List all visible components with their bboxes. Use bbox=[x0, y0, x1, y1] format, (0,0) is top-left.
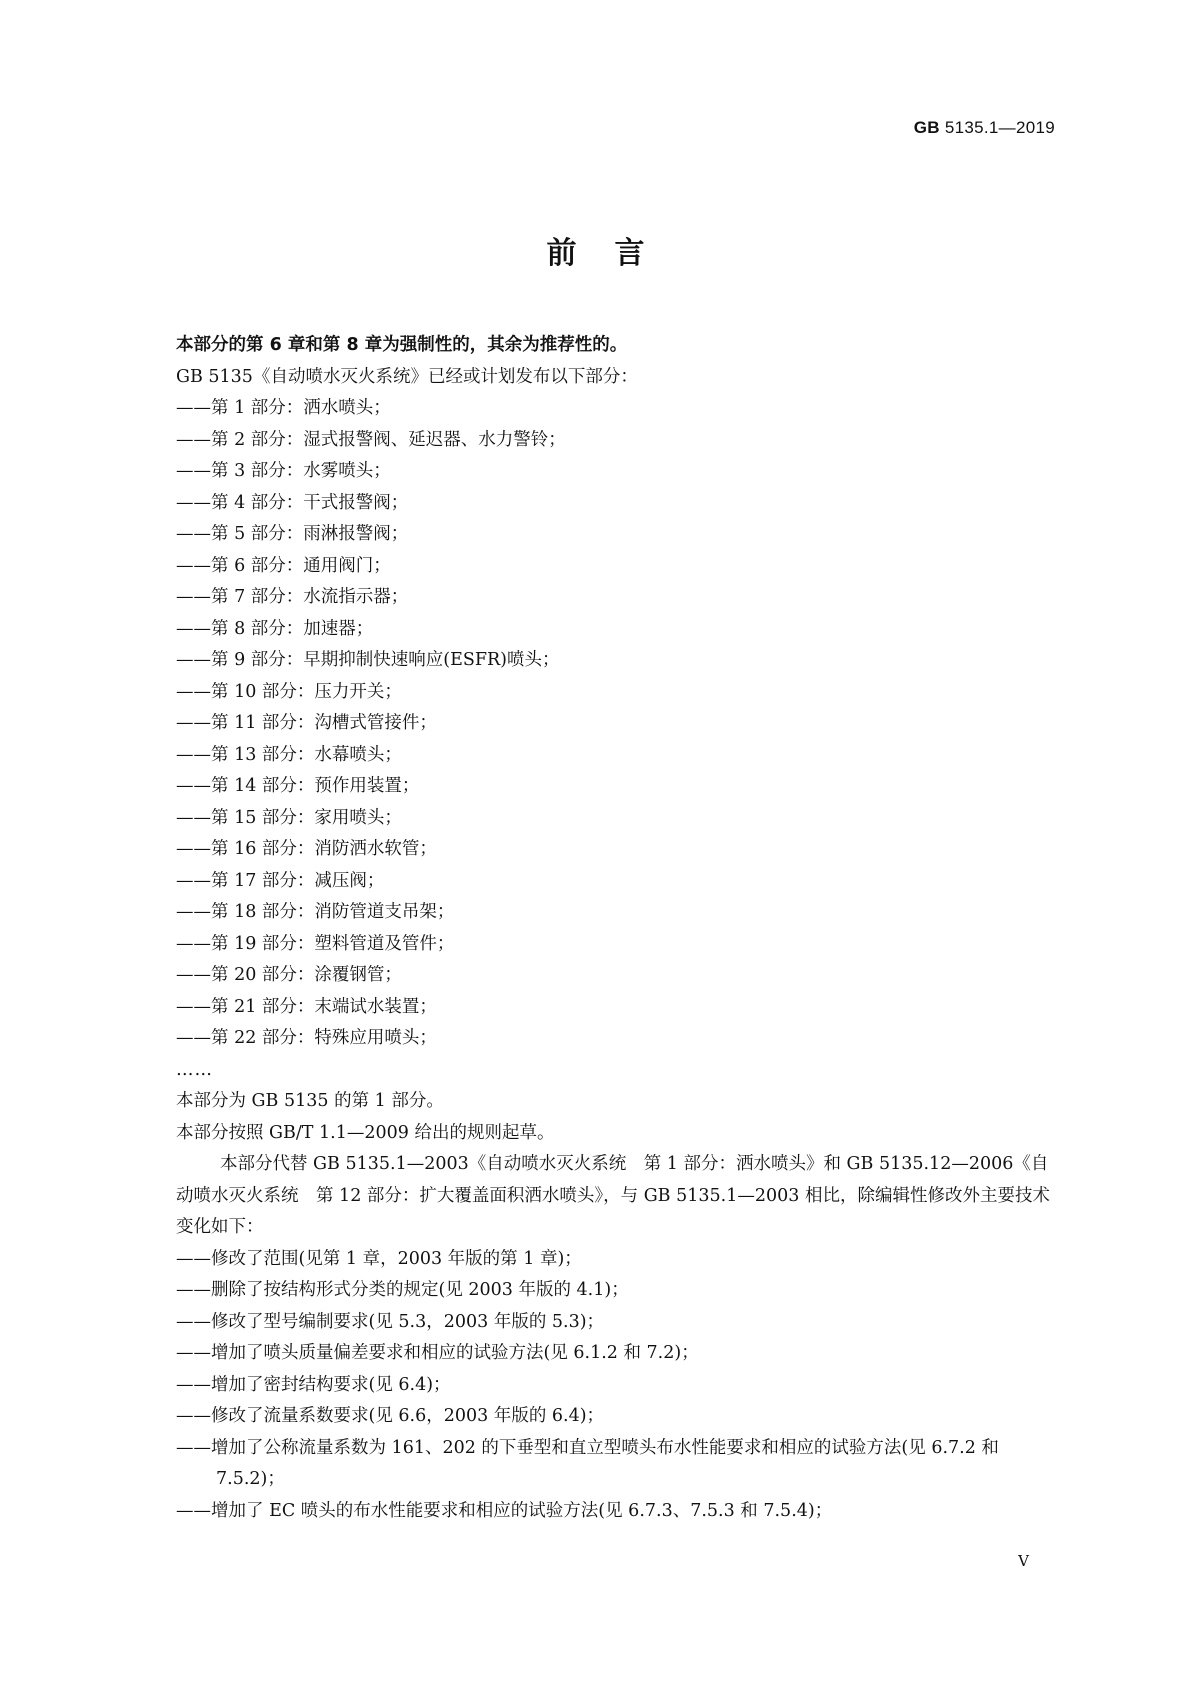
change-item: ——修改了范围(见第 1 章，2003 年版的第 1 章)； bbox=[176, 1248, 582, 1269]
page-number: V bbox=[1018, 1552, 1029, 1570]
list-item: ——第 6 部分：通用阀门； bbox=[176, 555, 391, 576]
change-item: ——增加了喷头质量偏差要求和相应的试验方法(见 6.1.2 和 7.2)； bbox=[176, 1343, 699, 1363]
list-item: ——第 1 部分：洒水喷头； bbox=[176, 398, 391, 418]
document-body bbox=[176, 330, 1056, 1527]
list-item: ——第 3 部分：水雾喷头； bbox=[176, 461, 391, 481]
standard-number-value: 5135.1—2019 bbox=[944, 118, 1055, 137]
list-item: ——第 19 部分：塑料管道及管件； bbox=[176, 933, 455, 954]
list-item: ——第 4 部分：干式报警阀； bbox=[176, 492, 409, 513]
list-item: ——第 11 部分：沟槽式管接件； bbox=[176, 713, 437, 733]
list-item: ——第 7 部分：水流指示器； bbox=[176, 587, 409, 607]
standard-number bbox=[914, 118, 1055, 138]
list-item: ——第 8 部分：加速器； bbox=[176, 618, 374, 639]
change-item: ——修改了型号编制要求(见 5.3，2003 年版的 5.3)； bbox=[176, 1311, 605, 1332]
list-item: ——第 21 部分：末端试水装置； bbox=[176, 996, 437, 1017]
parts-intro: GB 5135《自动喷水灭火系统》已经或计划发布以下部分： bbox=[176, 366, 638, 387]
replacement-statement: 本部分代替 GB 5135.1—2003《自动喷水灭火系统 第 1 部分：洒水喷头》和 GB 5135.12—2006《自动喷水灭火系统 第 12 部分：扩大覆盖面积洒水喷头》，与 GB 5135.1—2003 相比，除编辑性修改外主要技术变化如下： bbox=[176, 1154, 1050, 1237]
change-item: ——增加了公称流量系数为 161、202 的下垂型和直立型喷头布水性能要求和相应的试验方法(见 6.7.2 和 7.5.2)； bbox=[176, 1437, 999, 1489]
standard-code: GB bbox=[913, 118, 940, 137]
change-item: ——增加了 EC 喷头的布水性能要求和相应的试验方法(见 6.7.3、7.5.3 和 7.5.4)； bbox=[176, 1500, 833, 1521]
ellipsis: …… bbox=[176, 1059, 213, 1080]
list-item: ——第 14 部分：预作用装置； bbox=[176, 776, 420, 796]
list-item: ——第 15 部分：家用喷头； bbox=[176, 807, 402, 828]
change-item: ——增加了密封结构要求(见 6.4)； bbox=[176, 1374, 451, 1395]
list-item: ——第 9 部分：早期抑制快速响应(ESFR)喷头； bbox=[176, 650, 560, 670]
list-item: ——第 10 部分：压力开关； bbox=[176, 681, 402, 702]
change-item: ——删除了按结构形式分类的规定(见 2003 年版的 4.1)； bbox=[176, 1280, 629, 1300]
list-item: ——第 22 部分：特殊应用喷头； bbox=[176, 1028, 437, 1048]
list-item: ——第 20 部分：涂覆钢管； bbox=[176, 965, 402, 985]
list-item: ——第 5 部分：雨淋报警阀； bbox=[176, 524, 409, 544]
list-item: ——第 17 部分：减压阀； bbox=[176, 870, 385, 891]
drafting-statement: 本部分按照 GB/T 1.1—2009 给出的规则起草。 bbox=[176, 1122, 555, 1143]
mandatory-statement: 本部分的第 6 章和第 8 章为强制性的，其余为推荐性的。 bbox=[176, 335, 628, 355]
list-item: ——第 13 部分：水幕喷头； bbox=[176, 744, 402, 765]
part-statement: 本部分为 GB 5135 的第 1 部分。 bbox=[176, 1091, 444, 1111]
list-item: ——第 2 部分：湿式报警阀、延迟器、水力警铃； bbox=[176, 429, 566, 450]
list-item: ——第 16 部分：消防洒水软管； bbox=[176, 839, 437, 859]
list-item: ——第 18 部分：消防管道支吊架； bbox=[176, 902, 455, 922]
change-item: ——修改了流量系数要求(见 6.6，2003 年版的 6.4)； bbox=[176, 1406, 605, 1426]
page-title: 前言 bbox=[546, 236, 683, 271]
